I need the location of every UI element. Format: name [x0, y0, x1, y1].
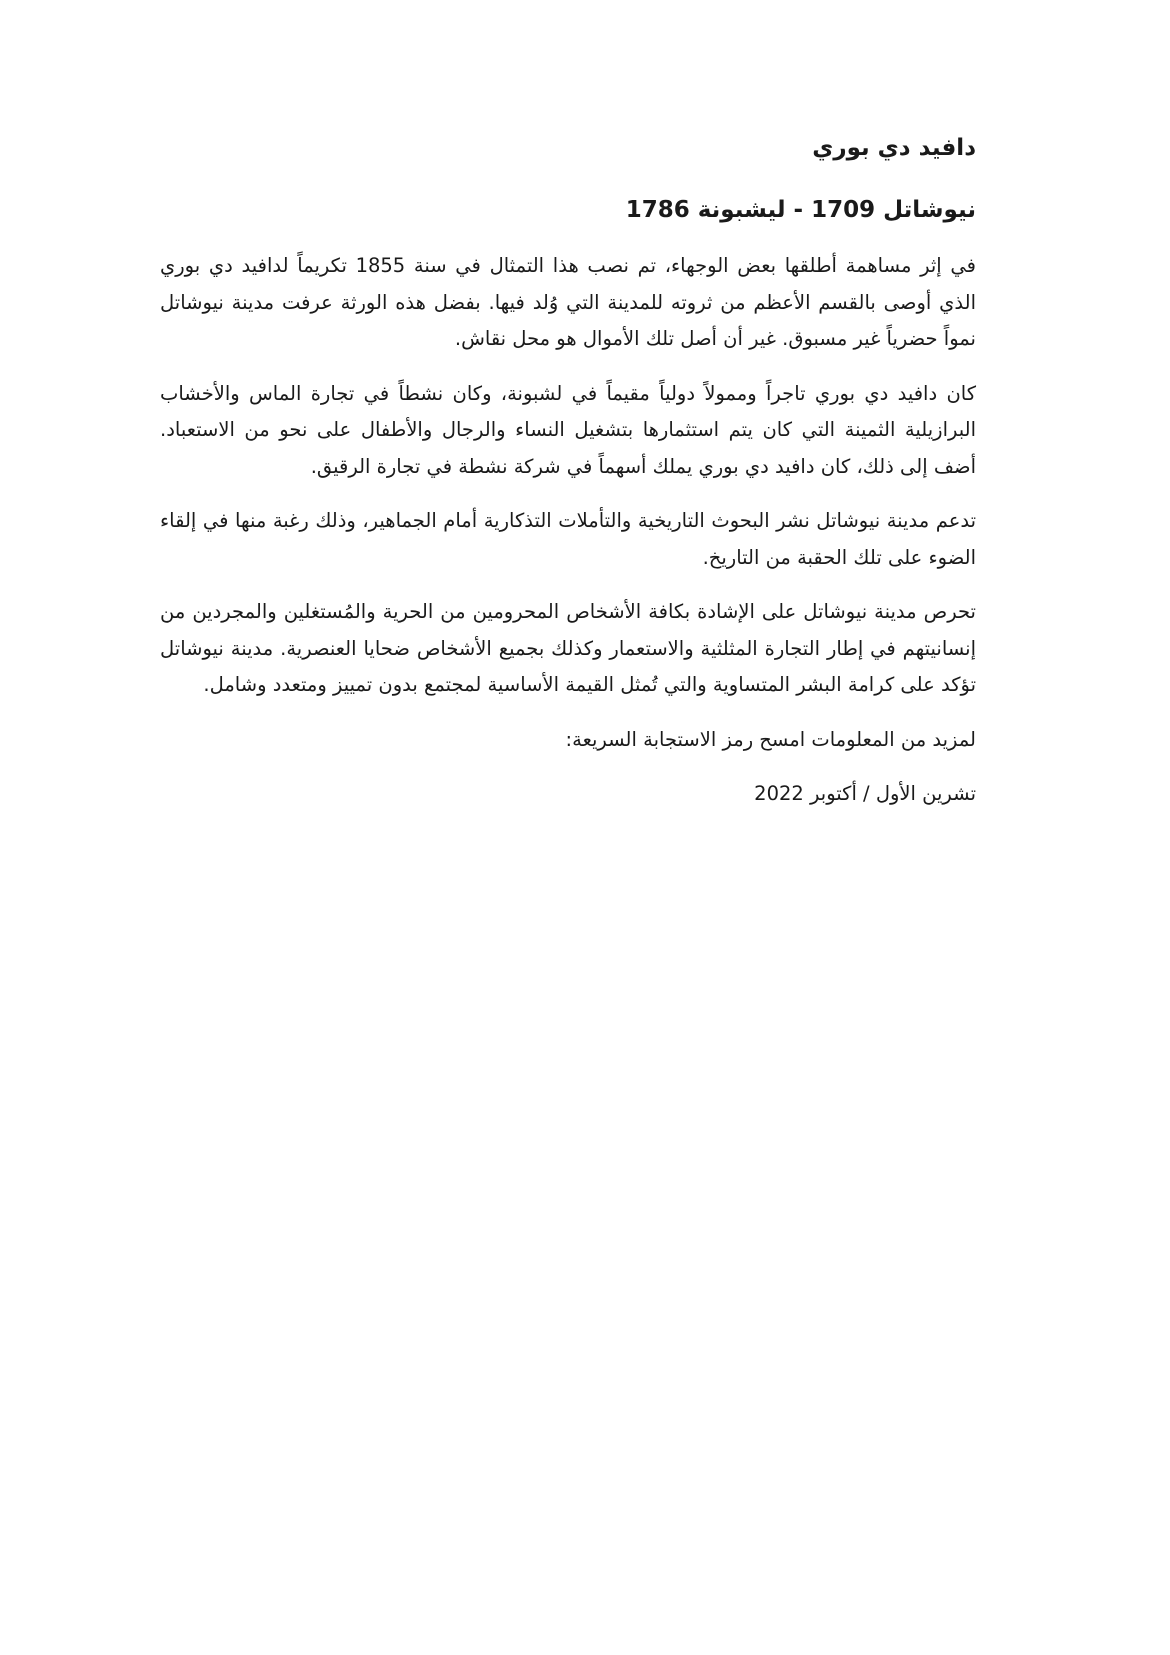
paragraph-city-support: تدعم مدينة نيوشاتل نشر البحوث التاريخية والتأملات التذكارية أمام الجماهير، وذلك رغبة منها في إلقاء الضوء على تلك الحقبة من التاريخ.	[160, 509, 976, 569]
document-body	[160, 128, 976, 831]
paragraph-city-commitment: تحرص مدينة نيوشاتل على الإشادة بكافة الأشخاص المحرومين من الحرية والمُستغلين والمجردين من إنسانيتهم في إطار التجارة المثلثية والاستعمار وكذلك بجميع الأشخاص ضحايا العنصرية. مدينة نيوشاتل تؤكد على كرامة البشر المتساوية والتي تُمثل القيمة الأساسية لمجتمع بدون تمييز ومتعدد وشامل.	[160, 600, 976, 696]
paragraph-statue-history: في إثر مساهمة أطلقها بعض الوجهاء، تم نصب هذا التمثال في سنة 1855 تكريماً لدافيد دي بوري الذي أوصى بالقسم الأعظم من ثروته للمدينة التي وُلد فيها. بفضل هذه الورثة عرفت مدينة نيوشاتل نمواً حضرياً غير مسبوق. غير أن أصل تلك الأموال هو محل نقاش.	[160, 254, 976, 350]
qr-code-note: لمزيد من المعلومات امسح رمز الاستجابة السريعة:	[565, 727, 976, 751]
document-title: دافيد دي بوري	[812, 135, 976, 161]
document-subtitle: نيوشاتل 1709 - ليشبونة 1786	[625, 197, 976, 223]
document-date: تشرين الأول / أكتوبر 2022	[754, 782, 976, 805]
paragraph-merchant-activity: كان دافيد دي بوري تاجراً وممولاً دولياً مقيماً في لشبونة، وكان نشطاً في تجارة الماس والأخشاب البرازيلية الثمينة التي كان يتم استثمارها بتشغيل النساء والرجال والأطفال على نحو من الاستعباد. أضف إلى ذلك، كان دافيد دي بوري يملك أسهماً في شركة نشطة في تجارة الرقيق.	[160, 381, 976, 478]
